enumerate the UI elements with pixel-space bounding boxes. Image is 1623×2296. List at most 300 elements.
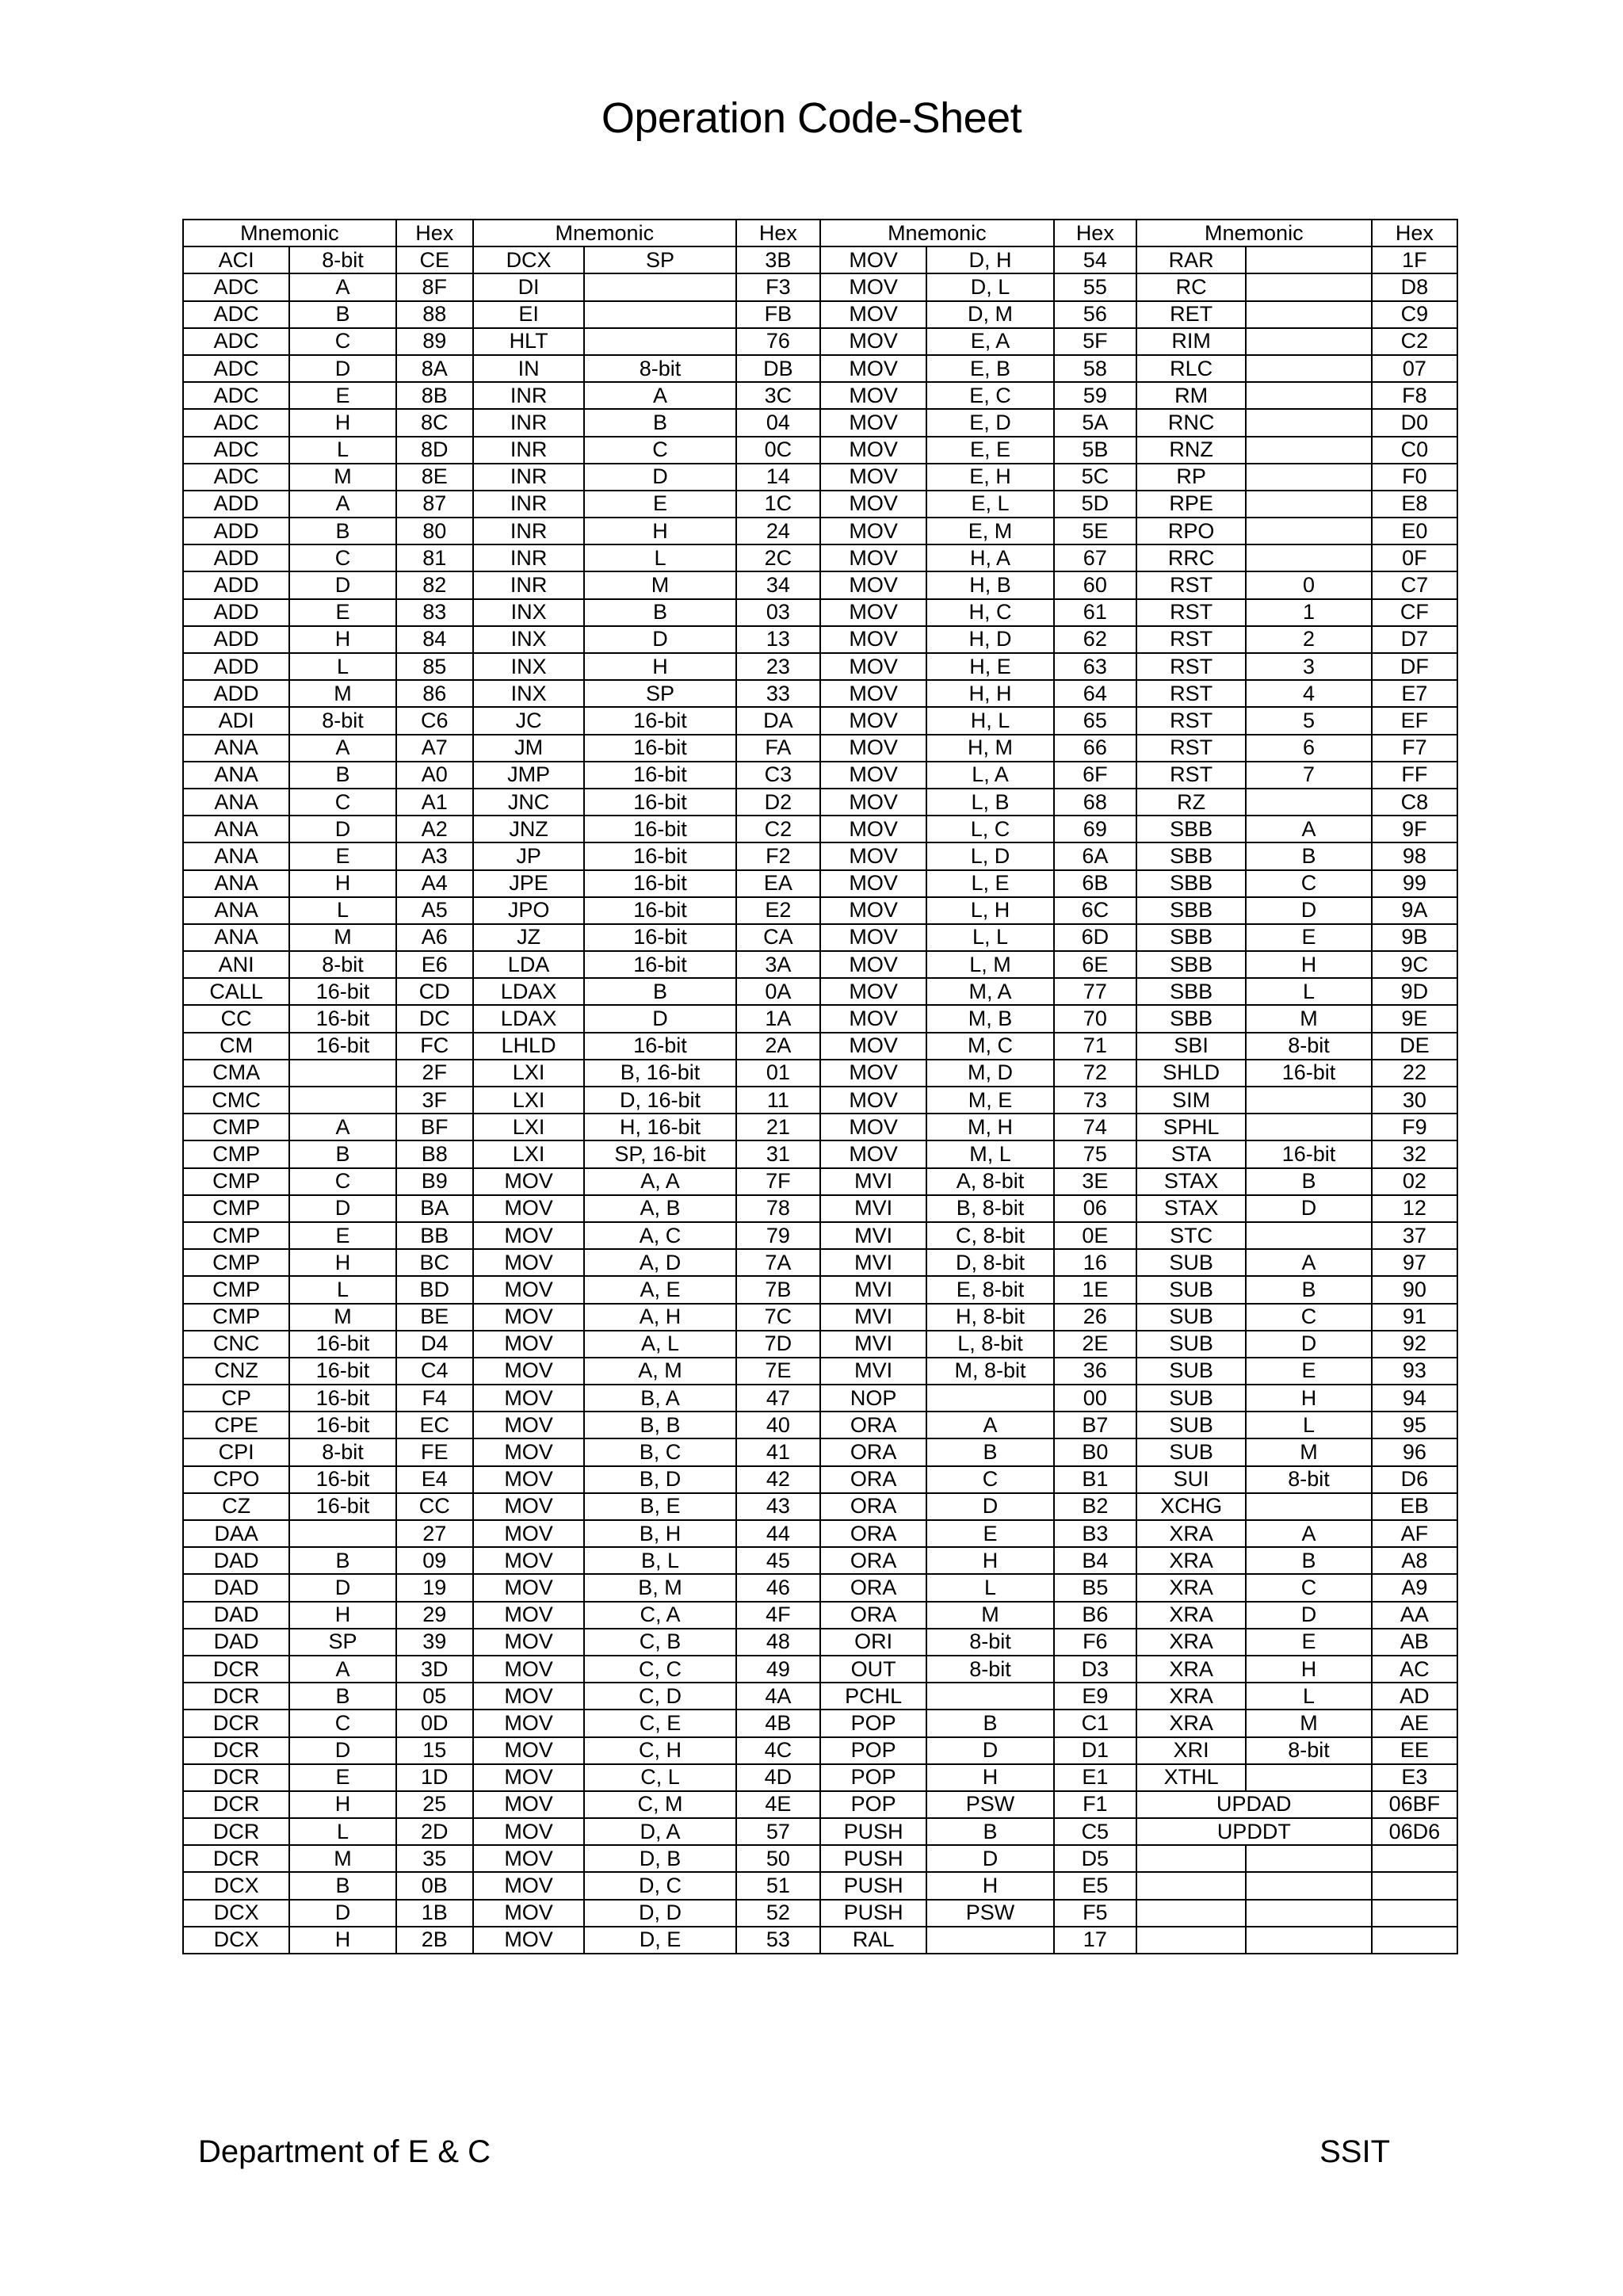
instruction-cell: CNZ <box>183 1358 289 1385</box>
hex-cell: C2 <box>736 816 820 842</box>
operand-cell <box>1246 1845 1371 1872</box>
operand-cell: 8-bit <box>289 246 395 273</box>
column-header-hex: Hex <box>1054 220 1136 246</box>
hex-cell: 4A <box>736 1683 820 1710</box>
operand-cell: C <box>1246 1574 1371 1601</box>
instruction-cell: MVI <box>820 1195 926 1222</box>
operand-cell: H <box>289 1602 395 1629</box>
hex-cell: B4 <box>1054 1547 1136 1574</box>
instruction-cell: MOV <box>820 897 926 924</box>
instruction-cell: RIM <box>1136 328 1246 355</box>
instruction-cell: RST <box>1136 735 1246 762</box>
hex-cell: DB <box>736 355 820 382</box>
table-row <box>183 870 1457 897</box>
special-name-cell: UPDAD <box>1136 1791 1372 1818</box>
table-row <box>183 735 1457 762</box>
hex-cell: 13 <box>736 626 820 653</box>
operand-cell <box>1246 1927 1371 1954</box>
hex-cell: 3A <box>736 951 820 978</box>
instruction-cell: CMP <box>183 1249 289 1276</box>
operand-cell: D <box>1246 1602 1371 1629</box>
operand-cell: L, A <box>926 762 1053 789</box>
operand-cell: 16-bit <box>584 842 735 869</box>
instruction-cell: MOV <box>820 1114 926 1140</box>
operand-cell: L, B <box>926 789 1053 816</box>
instruction-cell: CPI <box>183 1438 289 1465</box>
hex-cell: D2 <box>736 789 820 816</box>
instruction-cell: ADC <box>183 464 289 491</box>
operand-cell: 1 <box>1246 599 1371 626</box>
operand-cell: B, A <box>584 1385 735 1412</box>
column-header-mnemonic: Mnemonic <box>1136 220 1372 246</box>
operand-cell <box>1246 1493 1371 1520</box>
hex-cell: 04 <box>736 409 820 436</box>
instruction-cell: MOV <box>473 1629 584 1656</box>
operand-cell: E, M <box>926 518 1053 544</box>
operand-cell: C <box>584 437 735 464</box>
instruction-cell: STAX <box>1136 1195 1246 1222</box>
operand-cell: C, M <box>584 1791 735 1818</box>
hex-cell: 83 <box>396 599 473 626</box>
operand-cell: 8-bit <box>926 1656 1053 1683</box>
special-name-cell: UPDDT <box>1136 1818 1372 1845</box>
hex-cell: 70 <box>1054 1005 1136 1032</box>
operand-cell: 5 <box>1246 707 1371 734</box>
table-row <box>183 1438 1457 1465</box>
instruction-cell: MVI <box>820 1249 926 1276</box>
hex-cell: F7 <box>1372 735 1457 762</box>
hex-cell: 14 <box>736 464 820 491</box>
hex-cell: 35 <box>396 1845 473 1872</box>
instruction-cell <box>1136 1872 1246 1899</box>
operand-cell: H <box>289 870 395 897</box>
hex-cell: 3B <box>736 246 820 273</box>
operand-cell: H <box>926 1547 1053 1574</box>
table-row <box>183 1331 1457 1358</box>
hex-cell: 9D <box>1372 978 1457 1005</box>
operand-cell: H <box>1246 1656 1371 1683</box>
hex-cell: 0C <box>736 437 820 464</box>
operand-cell: A <box>1246 1520 1371 1547</box>
operand-cell: C, B <box>584 1629 735 1656</box>
operand-cell: M, L <box>926 1140 1053 1167</box>
instruction-cell: ADC <box>183 301 289 328</box>
hex-cell: 19 <box>396 1574 473 1601</box>
operand-cell: M, E <box>926 1087 1053 1114</box>
hex-cell: 42 <box>736 1466 820 1493</box>
instruction-cell: DCR <box>183 1764 289 1791</box>
hex-cell: 61 <box>1054 599 1136 626</box>
hex-cell: 2E <box>1054 1331 1136 1358</box>
hex-cell: 34 <box>736 571 820 598</box>
instruction-cell: DCR <box>183 1656 289 1683</box>
operand-cell <box>1246 246 1371 273</box>
instruction-cell: ORA <box>820 1438 926 1465</box>
operand-cell: H <box>289 626 395 653</box>
instruction-cell: RNC <box>1136 409 1246 436</box>
operand-cell: M <box>289 464 395 491</box>
hex-cell: 39 <box>396 1629 473 1656</box>
instruction-cell: MOV <box>820 518 926 544</box>
instruction-cell: MOV <box>473 1304 584 1331</box>
operand-cell: E, D <box>926 409 1053 436</box>
hex-cell: 3C <box>736 382 820 409</box>
hex-cell: DE <box>1372 1033 1457 1060</box>
operand-cell: M <box>289 680 395 707</box>
operand-cell <box>926 1683 1053 1710</box>
hex-cell: 1E <box>1054 1276 1136 1303</box>
instruction-cell: MOV <box>473 1520 584 1547</box>
hex-cell: 5F <box>1054 328 1136 355</box>
operand-cell: 16-bit <box>289 1005 395 1032</box>
hex-cell: 90 <box>1372 1276 1457 1303</box>
table-row <box>183 1168 1457 1195</box>
operand-cell: M, 8-bit <box>926 1358 1053 1385</box>
instruction-cell: MOV <box>820 951 926 978</box>
operand-cell: L <box>584 544 735 571</box>
instruction-cell: MOV <box>473 1331 584 1358</box>
operand-cell: L <box>289 897 395 924</box>
hex-cell: B6 <box>1054 1602 1136 1629</box>
instruction-cell: RST <box>1136 707 1246 734</box>
hex-cell: 21 <box>736 1114 820 1140</box>
instruction-cell: PUSH <box>820 1872 926 1899</box>
operand-cell: L, E <box>926 870 1053 897</box>
instruction-cell: SPHL <box>1136 1114 1246 1140</box>
hex-cell: FF <box>1372 762 1457 789</box>
table-row <box>183 246 1457 273</box>
hex-cell: 88 <box>396 301 473 328</box>
operand-cell <box>1246 544 1371 571</box>
operand-cell: E <box>584 491 735 518</box>
operand-cell: E <box>289 599 395 626</box>
operand-cell: B <box>1246 842 1371 869</box>
operand-cell: L, H <box>926 897 1053 924</box>
operand-cell: A, 8-bit <box>926 1168 1053 1195</box>
hex-cell: 32 <box>1372 1140 1457 1167</box>
operand-cell: L <box>289 653 395 680</box>
table-row <box>183 1249 1457 1276</box>
hex-cell: AC <box>1372 1656 1457 1683</box>
hex-cell: E9 <box>1054 1683 1136 1710</box>
hex-cell: 66 <box>1054 735 1136 762</box>
instruction-cell: MOV <box>820 707 926 734</box>
operand-cell <box>1246 355 1371 382</box>
instruction-cell: ADD <box>183 680 289 707</box>
hex-cell: A4 <box>396 870 473 897</box>
operand-cell: 16-bit <box>584 816 735 842</box>
operand-cell: 8-bit <box>584 355 735 382</box>
hex-cell: 2D <box>396 1818 473 1845</box>
hex-cell: C3 <box>736 762 820 789</box>
hex-cell: F8 <box>1372 382 1457 409</box>
hex-cell: 62 <box>1054 626 1136 653</box>
operand-cell: D <box>289 1195 395 1222</box>
hex-cell <box>1372 1900 1457 1927</box>
table-row <box>183 680 1457 707</box>
hex-cell: 37 <box>1372 1222 1457 1249</box>
instruction-cell: CC <box>183 1005 289 1032</box>
instruction-cell: STA <box>1136 1140 1246 1167</box>
operand-cell <box>1246 1900 1371 1927</box>
instruction-cell: MOV <box>820 789 926 816</box>
hex-cell: B8 <box>396 1140 473 1167</box>
instruction-cell: MOV <box>820 491 926 518</box>
table-row <box>183 1900 1457 1927</box>
hex-cell: 5E <box>1054 518 1136 544</box>
operand-cell: C <box>1246 870 1371 897</box>
instruction-cell: RNZ <box>1136 437 1246 464</box>
instruction-cell: XRA <box>1136 1629 1246 1656</box>
instruction-cell: XRA <box>1136 1574 1246 1601</box>
instruction-cell: MOV <box>820 544 926 571</box>
instruction-cell: MOV <box>820 816 926 842</box>
operand-cell: M, B <box>926 1005 1053 1032</box>
instruction-cell: PUSH <box>820 1818 926 1845</box>
table-row <box>183 1791 1457 1818</box>
operand-cell: 16-bit <box>289 978 395 1005</box>
hex-cell: DF <box>1372 653 1457 680</box>
table-row <box>183 1710 1457 1736</box>
hex-cell: 97 <box>1372 1249 1457 1276</box>
operand-cell: 8-bit <box>289 1438 395 1465</box>
operand-cell: H, 8-bit <box>926 1304 1053 1331</box>
hex-cell: 51 <box>736 1872 820 1899</box>
instruction-cell: ORA <box>820 1520 926 1547</box>
instruction-cell: SHLD <box>1136 1060 1246 1087</box>
operand-cell: H <box>584 518 735 544</box>
instruction-cell: RST <box>1136 626 1246 653</box>
column-header-mnemonic: Mnemonic <box>183 220 396 246</box>
instruction-cell: CMP <box>183 1195 289 1222</box>
hex-cell: F9 <box>1372 1114 1457 1140</box>
operand-cell <box>289 1060 395 1087</box>
instruction-cell: RPO <box>1136 518 1246 544</box>
hex-cell: 67 <box>1054 544 1136 571</box>
hex-cell: 45 <box>736 1547 820 1574</box>
hex-cell: 3E <box>1054 1168 1136 1195</box>
operand-cell: C, D <box>584 1683 735 1710</box>
operand-cell <box>584 301 735 328</box>
operand-cell <box>584 328 735 355</box>
operand-cell: H, D <box>926 626 1053 653</box>
operand-cell: L, M <box>926 951 1053 978</box>
table-row <box>183 1602 1457 1629</box>
instruction-cell: RST <box>1136 762 1246 789</box>
instruction-cell: MOV <box>820 870 926 897</box>
hex-cell: 85 <box>396 653 473 680</box>
hex-cell: 7B <box>736 1276 820 1303</box>
instruction-cell: SBB <box>1136 842 1246 869</box>
operand-cell: D <box>584 464 735 491</box>
hex-cell: BE <box>396 1304 473 1331</box>
instruction-cell: INR <box>473 571 584 598</box>
hex-cell: 3D <box>396 1656 473 1683</box>
hex-cell: 59 <box>1054 382 1136 409</box>
table-row <box>183 978 1457 1005</box>
operand-cell: C, H <box>584 1737 735 1764</box>
instruction-cell: POP <box>820 1791 926 1818</box>
operand-cell: B <box>289 1547 395 1574</box>
operand-cell: A <box>926 1412 1053 1438</box>
table-row <box>183 1060 1457 1087</box>
instruction-cell: MOV <box>820 1005 926 1032</box>
table-row <box>183 328 1457 355</box>
hex-cell: C8 <box>1372 789 1457 816</box>
hex-cell: 8B <box>396 382 473 409</box>
operand-cell: 16-bit <box>289 1331 395 1358</box>
operand-cell: A <box>584 382 735 409</box>
hex-cell: 57 <box>736 1818 820 1845</box>
instruction-cell: CZ <box>183 1493 289 1520</box>
hex-cell: EB <box>1372 1493 1457 1520</box>
operand-cell: M <box>584 571 735 598</box>
hex-cell: 16 <box>1054 1249 1136 1276</box>
operand-cell: E <box>1246 1629 1371 1656</box>
table-row <box>183 1033 1457 1060</box>
operand-cell: B <box>1246 1168 1371 1195</box>
table-row <box>183 571 1457 598</box>
operand-cell: D, A <box>584 1818 735 1845</box>
table-body <box>183 246 1457 1954</box>
operand-cell: 8-bit <box>926 1629 1053 1656</box>
operand-cell: 16-bit <box>584 870 735 897</box>
operand-cell: H <box>289 1927 395 1954</box>
instruction-cell: SUB <box>1136 1304 1246 1331</box>
instruction-cell: MOV <box>473 1845 584 1872</box>
instruction-cell: CMC <box>183 1087 289 1114</box>
hex-cell: C6 <box>396 707 473 734</box>
operand-cell: 16-bit <box>289 1385 395 1412</box>
hex-cell: 0D <box>396 1710 473 1736</box>
instruction-cell: ADC <box>183 355 289 382</box>
operand-cell: B, L <box>584 1547 735 1574</box>
instruction-cell: MOV <box>473 1466 584 1493</box>
table-row <box>183 518 1457 544</box>
instruction-cell: MVI <box>820 1168 926 1195</box>
instruction-cell: SUB <box>1136 1276 1246 1303</box>
instruction-cell: MOV <box>820 1140 926 1167</box>
hex-cell: 81 <box>396 544 473 571</box>
hex-cell: 68 <box>1054 789 1136 816</box>
instruction-cell: OUT <box>820 1656 926 1683</box>
instruction-cell: CMP <box>183 1168 289 1195</box>
instruction-cell: RAR <box>1136 246 1246 273</box>
hex-cell: 92 <box>1372 1331 1457 1358</box>
hex-cell: 4D <box>736 1764 820 1791</box>
operand-cell: B <box>289 301 395 328</box>
operand-cell <box>1246 301 1371 328</box>
table-row <box>183 1385 1457 1412</box>
hex-cell: 1A <box>736 1005 820 1032</box>
instruction-cell: XRA <box>1136 1520 1246 1547</box>
operand-cell: 16-bit <box>584 707 735 734</box>
operand-cell: D, C <box>584 1872 735 1899</box>
instruction-cell: MOV <box>473 1900 584 1927</box>
operand-cell: B <box>289 762 395 789</box>
hex-cell: 4F <box>736 1602 820 1629</box>
instruction-cell: RST <box>1136 571 1246 598</box>
instruction-cell: SBB <box>1136 978 1246 1005</box>
operand-cell: 8-bit <box>289 707 395 734</box>
hex-cell: 54 <box>1054 246 1136 273</box>
hex-cell: 60 <box>1054 571 1136 598</box>
instruction-cell: MOV <box>473 1602 584 1629</box>
hex-cell: 3F <box>396 1087 473 1114</box>
instruction-cell: LDAX <box>473 1005 584 1032</box>
instruction-cell: MVI <box>820 1276 926 1303</box>
operand-cell: 16-bit <box>289 1033 395 1060</box>
hex-cell: F0 <box>1372 464 1457 491</box>
instruction-cell: INR <box>473 491 584 518</box>
instruction-cell: MOV <box>820 328 926 355</box>
table-row <box>183 653 1457 680</box>
operand-cell <box>1246 328 1371 355</box>
hex-cell: 09 <box>396 1547 473 1574</box>
table-row <box>183 1872 1457 1899</box>
operand-cell: B <box>289 518 395 544</box>
table-row <box>183 816 1457 842</box>
table-row <box>183 1222 1457 1249</box>
operand-cell: 0 <box>1246 571 1371 598</box>
hex-cell: 63 <box>1054 653 1136 680</box>
instruction-cell: SUB <box>1136 1412 1246 1438</box>
instruction-cell: DAD <box>183 1602 289 1629</box>
hex-cell: 11 <box>736 1087 820 1114</box>
operand-cell: D <box>926 1845 1053 1872</box>
hex-cell: 03 <box>736 599 820 626</box>
instruction-cell: MOV <box>820 762 926 789</box>
operand-cell: H <box>1246 1385 1371 1412</box>
hex-cell: 64 <box>1054 680 1136 707</box>
hex-cell: EC <box>396 1412 473 1438</box>
instruction-cell: RST <box>1136 599 1246 626</box>
hex-cell: BD <box>396 1276 473 1303</box>
footer-institute: SSIT <box>1319 2134 1390 2169</box>
instruction-cell: SIM <box>1136 1087 1246 1114</box>
hex-cell: C5 <box>1054 1818 1136 1845</box>
operand-cell <box>1246 491 1371 518</box>
table-row <box>183 1493 1457 1520</box>
operand-cell: C, 8-bit <box>926 1222 1053 1249</box>
instruction-cell: DCR <box>183 1791 289 1818</box>
hex-cell: 05 <box>396 1683 473 1710</box>
instruction-cell: XRA <box>1136 1602 1246 1629</box>
hex-cell: 52 <box>736 1900 820 1927</box>
operand-cell: E <box>289 1764 395 1791</box>
hex-cell: E0 <box>1372 518 1457 544</box>
hex-cell: 99 <box>1372 870 1457 897</box>
instruction-cell: SBB <box>1136 897 1246 924</box>
instruction-cell: ADI <box>183 707 289 734</box>
table-row <box>183 464 1457 491</box>
hex-cell: 86 <box>396 680 473 707</box>
hex-cell: FB <box>736 301 820 328</box>
operand-cell: D, L <box>926 273 1053 300</box>
hex-cell: 41 <box>736 1438 820 1465</box>
operand-cell: C, C <box>584 1656 735 1683</box>
hex-cell: C9 <box>1372 301 1457 328</box>
hex-cell: 7F <box>736 1168 820 1195</box>
hex-cell: 5B <box>1054 437 1136 464</box>
hex-cell: 36 <box>1054 1358 1136 1385</box>
instruction-cell: MOV <box>473 1683 584 1710</box>
operand-cell: D <box>926 1493 1053 1520</box>
column-header-mnemonic: Mnemonic <box>820 220 1054 246</box>
hex-cell: 58 <box>1054 355 1136 382</box>
operand-cell: 2 <box>1246 626 1371 653</box>
instruction-cell: ADD <box>183 491 289 518</box>
